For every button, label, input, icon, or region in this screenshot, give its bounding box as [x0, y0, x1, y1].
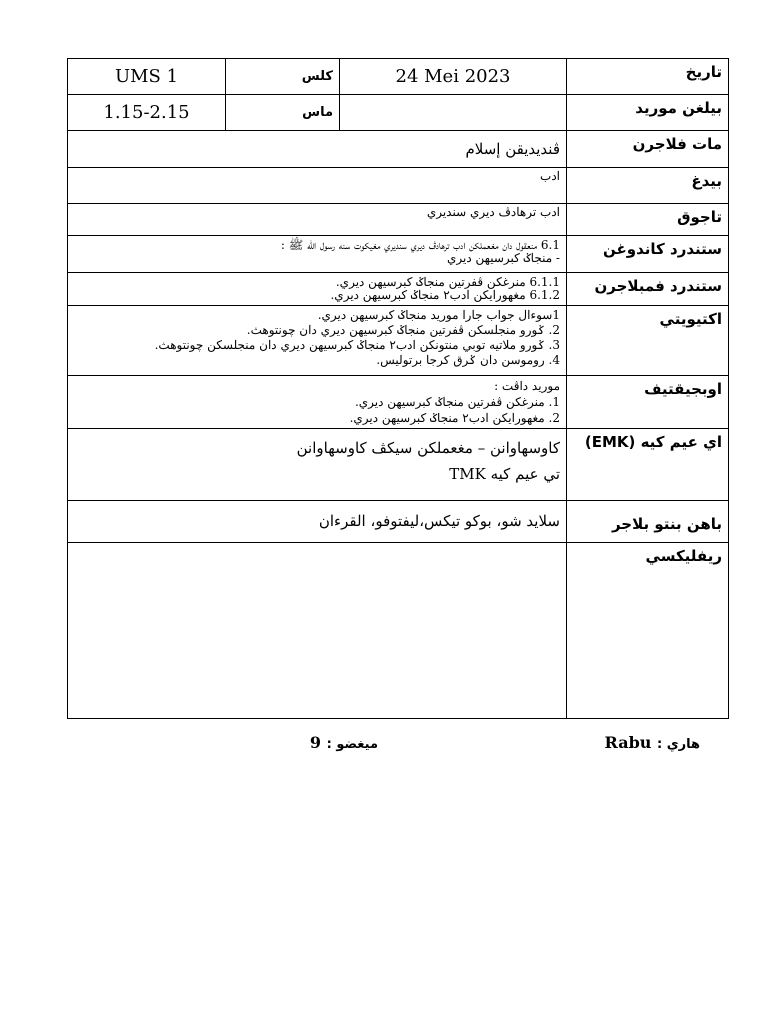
- content-standard-value: [68, 236, 567, 273]
- class-label: كلس: [226, 59, 340, 95]
- footer-day: [605, 733, 700, 755]
- day-value: Rabu: [604, 733, 652, 752]
- emk-label: اي عيم كيه (EMK): [567, 429, 729, 501]
- content-standard-line: - منجاݢ كبرسيهن ديري: [447, 251, 560, 265]
- objective-value: [68, 376, 567, 429]
- week-label: ميغضو :: [326, 737, 378, 752]
- emk-value: [68, 429, 567, 501]
- materials-label: باهن بنتو بلاجر: [567, 501, 729, 543]
- class-value: UMS 1: [68, 59, 226, 95]
- content-standard-label: ستندرد كاندوغن: [567, 236, 729, 273]
- content-standard-line: 6.1 منعقول دان مغعملكن ادب ترهادڤ ديري سنديري مغيكوت سنه رسول الله ﷺ :: [280, 238, 560, 252]
- objective-line: 1. منرغكن ڤفرتين منجاݢ كبرسيهن ديري.: [354, 395, 560, 409]
- field-value: ادب: [68, 168, 567, 204]
- subject-value: ڤنديديقن إسلام: [68, 131, 567, 168]
- activity-line: 4. روموسن دان ݢرق كرجا برتوليس.: [376, 353, 560, 367]
- field-label: بيدغ: [567, 168, 729, 204]
- objective-label: اوبجيقتيف: [567, 376, 729, 429]
- week-value: 9: [309, 733, 322, 752]
- date-label: تاريخ: [567, 59, 729, 95]
- topic-value: ادب ترهادڤ ديري سنديري: [68, 204, 567, 236]
- day-label: هاري :: [656, 737, 700, 752]
- learning-standard-line: 6.1.2 مغهورايكن ادب٢ منجاݢ كبرسيهن ديري.: [330, 288, 560, 302]
- reflection-value: [68, 543, 567, 719]
- learning-standard-line: 6.1.1 منرغكن ڤفرتين منجاݢ كبرسيهن ديري.: [335, 275, 560, 289]
- time-label: ماس: [226, 95, 340, 131]
- time-value: 1.15-2.15: [68, 95, 226, 131]
- footer-week: [310, 733, 378, 755]
- objective-line: 2. مغهورايكن ادب٢ منجاݢ كبرسيهن ديري.: [349, 411, 560, 425]
- objective-line: موريد داڤت :: [494, 379, 560, 393]
- students-label: بيلغن موريد: [567, 95, 729, 131]
- subject-label: مات فلاجرن: [567, 131, 729, 168]
- students-value: [340, 95, 567, 131]
- lesson-plan-table: [67, 58, 729, 719]
- learning-standard-value: [68, 273, 567, 306]
- materials-value: سلايد شو، بوكو تيكس،ليفتوفو، القرءان: [68, 501, 567, 543]
- activity-line: 1سوءال جواب جارا موريد منجاݢ كبرسيهن ديري.: [317, 308, 560, 322]
- topic-label: تاجوق: [567, 204, 729, 236]
- activity-label: اكتيويتي: [567, 306, 729, 376]
- activity-value: [68, 306, 567, 376]
- emk-line: كاوسهاوانن – مغعملكن سيكڤ كاوسهاوانن: [296, 439, 560, 457]
- emk-line: تي عيم كيه TMK: [449, 465, 560, 483]
- activity-line: 3. ݢورو ملاتيه توبي منتونكن ادب٢ منجاݢ كبرسيهن ديري دان منجلسكن چونتوهث.: [154, 338, 560, 352]
- date-value: 24 Mei 2023: [340, 59, 567, 95]
- reflection-label: ريفليكسي: [567, 543, 729, 719]
- activity-line: 2. ݢورو منجلسكن ڤفرتين منجاݢ كبرسيهن ديري دان چونتوهث.: [246, 323, 560, 337]
- learning-standard-label: ستندرد فمبلاجرن: [567, 273, 729, 306]
